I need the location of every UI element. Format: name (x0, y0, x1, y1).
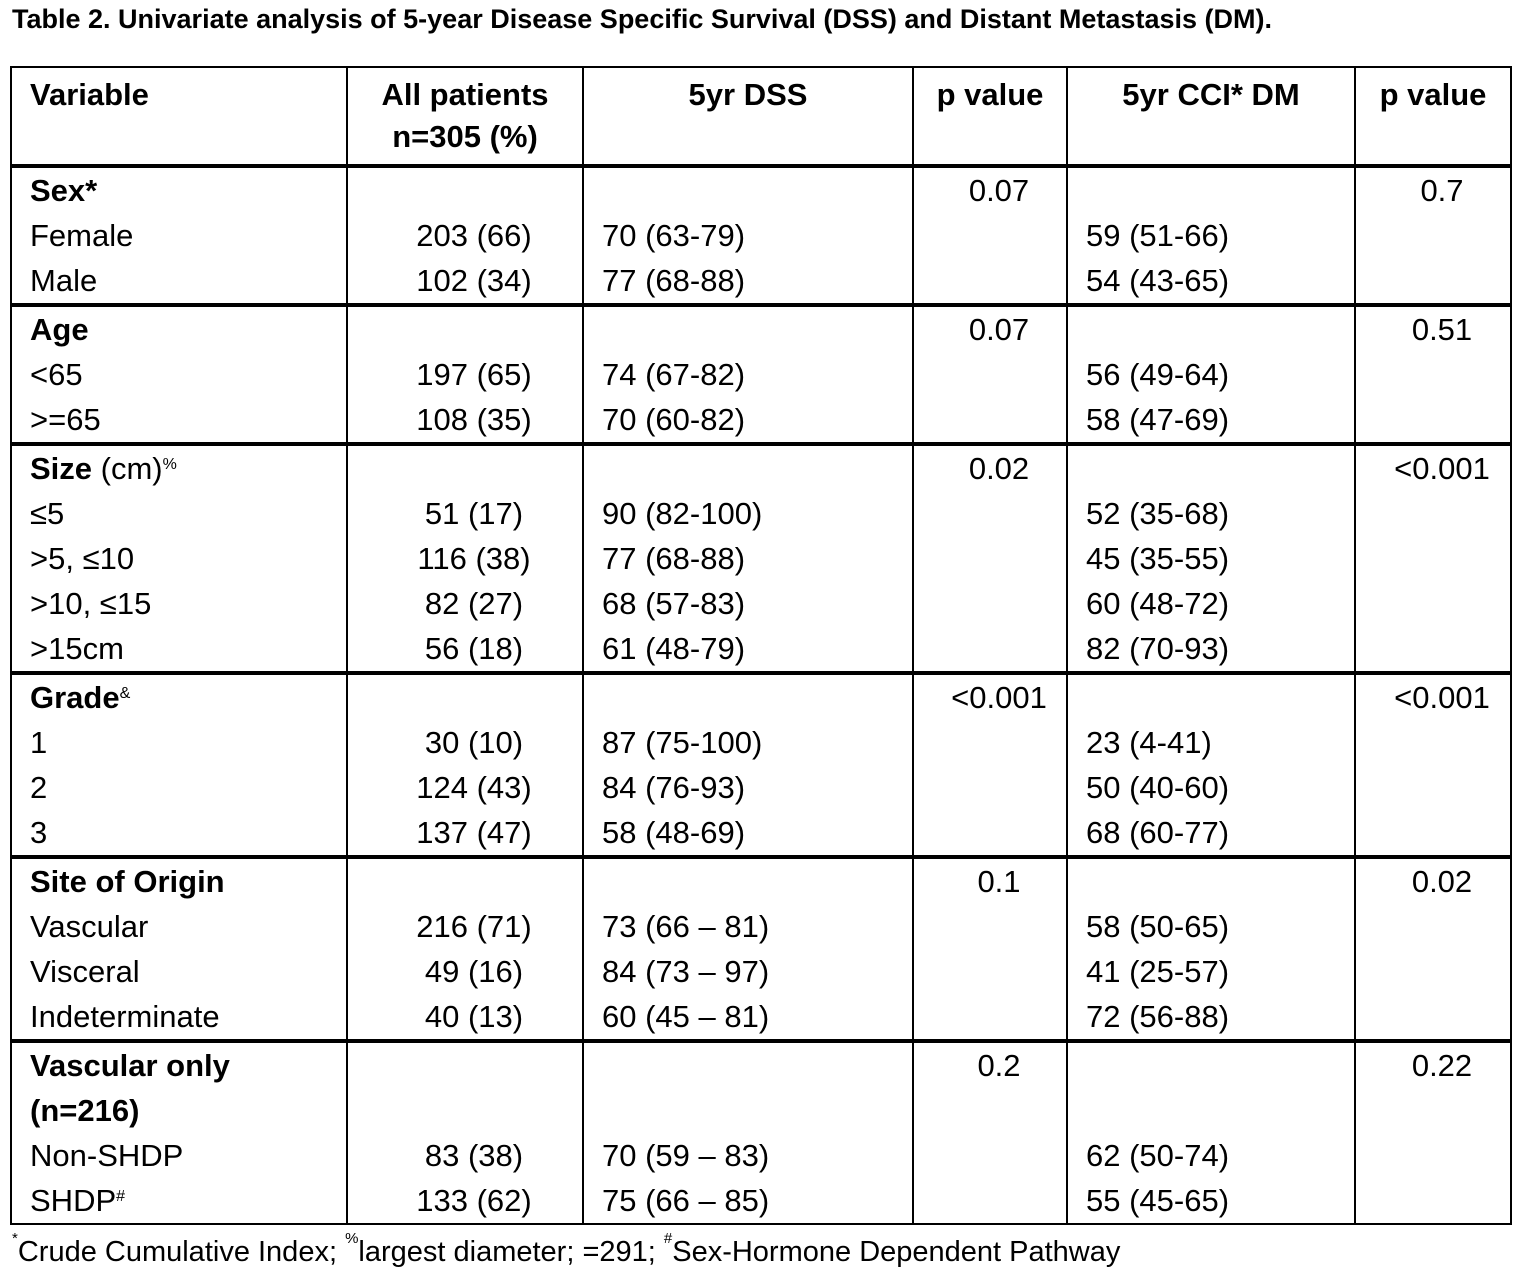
dss-value: 60 (45 – 81) (583, 994, 913, 1041)
dm-value: 72 (56-88) (1067, 994, 1355, 1041)
group-row (11, 673, 1511, 720)
dss-value: 84 (76-93) (583, 765, 913, 810)
table-row (11, 765, 1511, 810)
table-row (11, 626, 1511, 673)
all-patients-value: 137 (47) (347, 810, 583, 857)
dss-value: 61 (48-79) (583, 626, 913, 673)
p-value-dss: 0.07 (913, 305, 1067, 352)
table-row (11, 352, 1511, 397)
dss-value: 74 (67-82) (583, 352, 913, 397)
all-patients-value: 203 (66) (347, 213, 583, 258)
p-value-dm: 0.22 (1355, 1041, 1511, 1088)
all-patients-value: 108 (35) (347, 397, 583, 444)
row-label: Visceral (11, 949, 347, 994)
all-patients-value: 133 (62) (347, 1178, 583, 1224)
group-label: Size (cm)% (11, 444, 347, 491)
all-patients-value: 102 (34) (347, 258, 583, 305)
all-patients-value: 124 (43) (347, 765, 583, 810)
row-label: >5, ≤10 (11, 536, 347, 581)
group-row (11, 444, 1511, 491)
dss-value: 87 (75-100) (583, 720, 913, 765)
row-label: >=65 (11, 397, 347, 444)
header-p-value-dss: p value (913, 67, 1067, 166)
row-label: Male (11, 258, 347, 305)
dss-value: 77 (68-88) (583, 258, 913, 305)
dm-value: 58 (50-65) (1067, 904, 1355, 949)
all-patients-value: 83 (38) (347, 1133, 583, 1178)
dm-value: 82 (70-93) (1067, 626, 1355, 673)
header-all-patients: All patients n=305 (%) (347, 67, 583, 166)
dss-value (583, 1088, 913, 1133)
group-label: Sex* (11, 166, 347, 213)
row-label: >10, ≤15 (11, 581, 347, 626)
all-patients-value: 197 (65) (347, 352, 583, 397)
dss-value: 90 (82-100) (583, 491, 913, 536)
all-patients-value: 51 (17) (347, 491, 583, 536)
group-row (11, 1041, 1511, 1088)
group-row (11, 305, 1511, 352)
table-row (11, 949, 1511, 994)
dss-value: 58 (48-69) (583, 810, 913, 857)
dss-value: 70 (59 – 83) (583, 1133, 913, 1178)
dm-value: 56 (49-64) (1067, 352, 1355, 397)
dss-value: 75 (66 – 85) (583, 1178, 913, 1224)
row-label: 2 (11, 765, 347, 810)
table-row (11, 536, 1511, 581)
table-row (11, 1178, 1511, 1224)
table-row (11, 581, 1511, 626)
row-label: SHDP# (11, 1178, 347, 1224)
dm-value: 45 (35-55) (1067, 536, 1355, 581)
dss-value: 70 (60-82) (583, 397, 913, 444)
table-row (11, 1133, 1511, 1178)
row-label: 3 (11, 810, 347, 857)
all-patients-value: 56 (18) (347, 626, 583, 673)
p-value-dm: <0.001 (1355, 673, 1511, 720)
header-dm: 5yr CCI* DM (1067, 67, 1355, 166)
row-label: 1 (11, 720, 347, 765)
dm-value (1067, 1088, 1355, 1133)
row-label: Female (11, 213, 347, 258)
all-patients-value: 116 (38) (347, 536, 583, 581)
header-variable: Variable (11, 67, 347, 166)
header-row (11, 67, 1511, 166)
dm-value: 55 (45-65) (1067, 1178, 1355, 1224)
dm-value: 54 (43-65) (1067, 258, 1355, 305)
group-row (11, 166, 1511, 213)
dm-value: 68 (60-77) (1067, 810, 1355, 857)
dss-value: 68 (57-83) (583, 581, 913, 626)
row-label: <65 (11, 352, 347, 397)
p-value-dm: 0.02 (1355, 857, 1511, 904)
table-row (11, 258, 1511, 305)
p-value-dm: <0.001 (1355, 444, 1511, 491)
p-value-dss: 0.07 (913, 166, 1067, 213)
table-row (11, 213, 1511, 258)
p-value-dm: 0.51 (1355, 305, 1511, 352)
table-row (11, 904, 1511, 949)
group-label: Vascular only (11, 1041, 347, 1088)
table-row (11, 397, 1511, 444)
all-patients-value: 30 (10) (347, 720, 583, 765)
p-value-dss: 0.2 (913, 1041, 1067, 1088)
dm-value: 59 (51-66) (1067, 213, 1355, 258)
row-label: (n=216) (11, 1088, 347, 1133)
all-patients-value: 82 (27) (347, 581, 583, 626)
p-value-dss: 0.1 (913, 857, 1067, 904)
group-label: Site of Origin (11, 857, 347, 904)
row-label: ≤5 (11, 491, 347, 536)
group-row (11, 857, 1511, 904)
dss-value: 77 (68-88) (583, 536, 913, 581)
dm-value: 60 (48-72) (1067, 581, 1355, 626)
table-row (11, 1088, 1511, 1133)
dss-value: 73 (66 – 81) (583, 904, 913, 949)
p-value-dss: <0.001 (913, 673, 1067, 720)
table-row (11, 810, 1511, 857)
table-title: Table 2. Univariate analysis of 5-year Disease Specific Survival (DSS) and Distant Metastasis (DM). (12, 4, 1272, 34)
row-label: Indeterminate (11, 994, 347, 1041)
survival-table (10, 66, 1512, 1225)
table-row (11, 491, 1511, 536)
all-patients-value: 49 (16) (347, 949, 583, 994)
table-row (11, 720, 1511, 765)
dm-value: 23 (4-41) (1067, 720, 1355, 765)
all-patients-value: 216 (71) (347, 904, 583, 949)
group-label: Age (11, 305, 347, 352)
dm-value: 50 (40-60) (1067, 765, 1355, 810)
row-label: Non-SHDP (11, 1133, 347, 1178)
dm-value: 62 (50-74) (1067, 1133, 1355, 1178)
row-label: Vascular (11, 904, 347, 949)
row-label: >15cm (11, 626, 347, 673)
all-patients-value (347, 1088, 583, 1133)
header-dss: 5yr DSS (583, 67, 913, 166)
dss-value: 70 (63-79) (583, 213, 913, 258)
dss-value: 84 (73 – 97) (583, 949, 913, 994)
all-patients-value: 40 (13) (347, 994, 583, 1041)
dm-value: 41 (25-57) (1067, 949, 1355, 994)
header-p-value-dm: p value (1355, 67, 1511, 166)
footnote: *Crude Cumulative Index; %largest diameter; =291; #Sex-Hormone Dependent Pathway (12, 1230, 1121, 1268)
dm-value: 58 (47-69) (1067, 397, 1355, 444)
p-value-dss: 0.02 (913, 444, 1067, 491)
group-label: Grade& (11, 673, 347, 720)
p-value-dm: 0.7 (1355, 166, 1511, 213)
dm-value: 52 (35-68) (1067, 491, 1355, 536)
table-row (11, 994, 1511, 1041)
